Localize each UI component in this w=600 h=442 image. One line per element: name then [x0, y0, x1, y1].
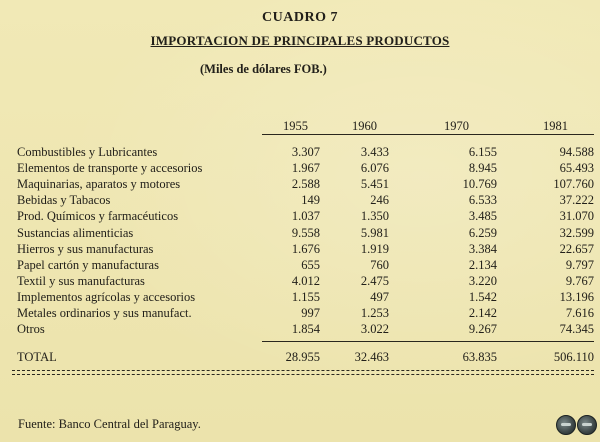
row-label: Bebidas y Tabacos — [17, 193, 111, 207]
total-label: TOTAL — [17, 350, 57, 364]
cell-1970: 6.533 — [468, 193, 497, 207]
total-1955: 28.955 — [285, 350, 320, 364]
cell-1970: 2.134 — [468, 258, 497, 272]
table-number: CUADRO 7 — [262, 10, 338, 25]
cell-1970: 6.155 — [468, 145, 497, 159]
cell-1955: 1.854 — [291, 322, 320, 336]
cell-1955: 655 — [301, 258, 320, 272]
row-label: Hierros y sus manufacturas — [17, 242, 154, 256]
cell-1981: 94.588 — [559, 145, 594, 159]
column-header-1981: 1981 — [543, 119, 568, 133]
table-title: IMPORTACION DE PRINCIPALES PRODUCTOS — [150, 33, 450, 48]
header-rule — [262, 134, 594, 135]
cell-1960: 5.981 — [360, 226, 389, 240]
cell-1960: 1.253 — [360, 306, 389, 320]
cell-1970: 2.142 — [468, 306, 497, 320]
total-rule — [262, 341, 594, 342]
row-label: Maquinarias, aparatos y motores — [17, 177, 181, 191]
table-row — [0, 177, 600, 193]
cell-1960: 3.433 — [360, 145, 389, 159]
double-rule-bottom — [12, 374, 594, 375]
cell-1955: 3.307 — [291, 145, 320, 159]
row-label: Otros — [17, 322, 45, 336]
cell-1981: 13.196 — [559, 290, 594, 304]
cell-1955: 1.967 — [291, 161, 320, 175]
cell-1960: 497 — [370, 290, 389, 304]
column-header-1955: 1955 — [283, 119, 308, 133]
cell-1981: 7.616 — [565, 306, 594, 320]
table-row — [0, 242, 600, 258]
cell-1955: 997 — [301, 306, 320, 320]
cell-1960: 3.022 — [360, 322, 389, 336]
row-label: Prod. Químicos y farmacéuticos — [17, 209, 179, 223]
cell-1960: 5.451 — [360, 177, 389, 191]
table-row — [0, 290, 600, 306]
table-row — [0, 322, 600, 338]
cell-1955: 149 — [301, 193, 320, 207]
double-rule-top — [12, 370, 594, 371]
cell-1970: 3.485 — [468, 209, 497, 223]
cell-1981: 37.222 — [559, 193, 594, 207]
cell-1970: 3.384 — [468, 242, 497, 256]
cell-1981: 31.070 — [559, 209, 594, 223]
cell-1981: 32.599 — [559, 226, 594, 240]
source-note: Fuente: Banco Central del Paraguay. — [18, 417, 201, 431]
cell-1981: 107.760 — [553, 177, 594, 191]
total-1960: 32.463 — [354, 350, 389, 364]
cell-1955: 1.676 — [291, 242, 320, 256]
table-row — [0, 226, 600, 242]
cell-1981: 22.657 — [559, 242, 594, 256]
row-label: Papel cartón y manufacturas — [17, 258, 159, 272]
row-label: Textil y sus manufacturas — [17, 274, 145, 288]
cell-1970: 9.267 — [468, 322, 497, 336]
cell-1955: 2.588 — [291, 177, 320, 191]
cell-1960: 1.350 — [360, 209, 389, 223]
cell-1960: 246 — [370, 193, 389, 207]
cell-1955: 1.155 — [291, 290, 320, 304]
cell-1981: 9.767 — [565, 274, 594, 288]
cell-1970: 1.542 — [468, 290, 497, 304]
row-label: Metales ordinarios y sus manufact. — [17, 306, 192, 320]
table-row — [0, 193, 600, 209]
cell-1970: 6.259 — [468, 226, 497, 240]
total-1970: 63.835 — [462, 350, 497, 364]
cell-1960: 1.919 — [360, 242, 389, 256]
cell-1960: 760 — [370, 258, 389, 272]
cell-1955: 4.012 — [291, 274, 320, 288]
row-label: Implementos agrícolas y accesorios — [17, 290, 196, 304]
table-row — [0, 258, 600, 274]
unit-note: (Miles de dólares FOB.) — [200, 62, 327, 76]
cell-1960: 6.076 — [360, 161, 389, 175]
cell-1970: 10.769 — [462, 177, 497, 191]
cell-1981: 9.797 — [565, 258, 594, 272]
cell-1955: 1.037 — [291, 209, 320, 223]
cell-1970: 3.220 — [468, 274, 497, 288]
table-row — [0, 145, 600, 161]
cell-1981: 65.493 — [559, 161, 594, 175]
row-label: Combustibles y Lubricantes — [17, 145, 158, 159]
cell-1981: 74.345 — [559, 322, 594, 336]
cell-1960: 2.475 — [360, 274, 389, 288]
cell-1955: 9.558 — [291, 226, 320, 240]
table-row — [0, 274, 600, 290]
row-label: Elementos de transporte y accesorios — [17, 161, 203, 175]
total-1981: 506.110 — [553, 350, 594, 364]
table-row — [0, 209, 600, 225]
row-label: Sustancias alimenticias — [17, 226, 134, 240]
cell-1970: 8.945 — [468, 161, 497, 175]
table-row — [0, 161, 600, 177]
column-header-1960: 1960 — [352, 119, 377, 133]
publisher-logo-icon — [556, 415, 576, 435]
column-header-1970: 1970 — [444, 119, 469, 133]
table-row — [0, 306, 600, 322]
publisher-seal-icon — [577, 415, 597, 435]
